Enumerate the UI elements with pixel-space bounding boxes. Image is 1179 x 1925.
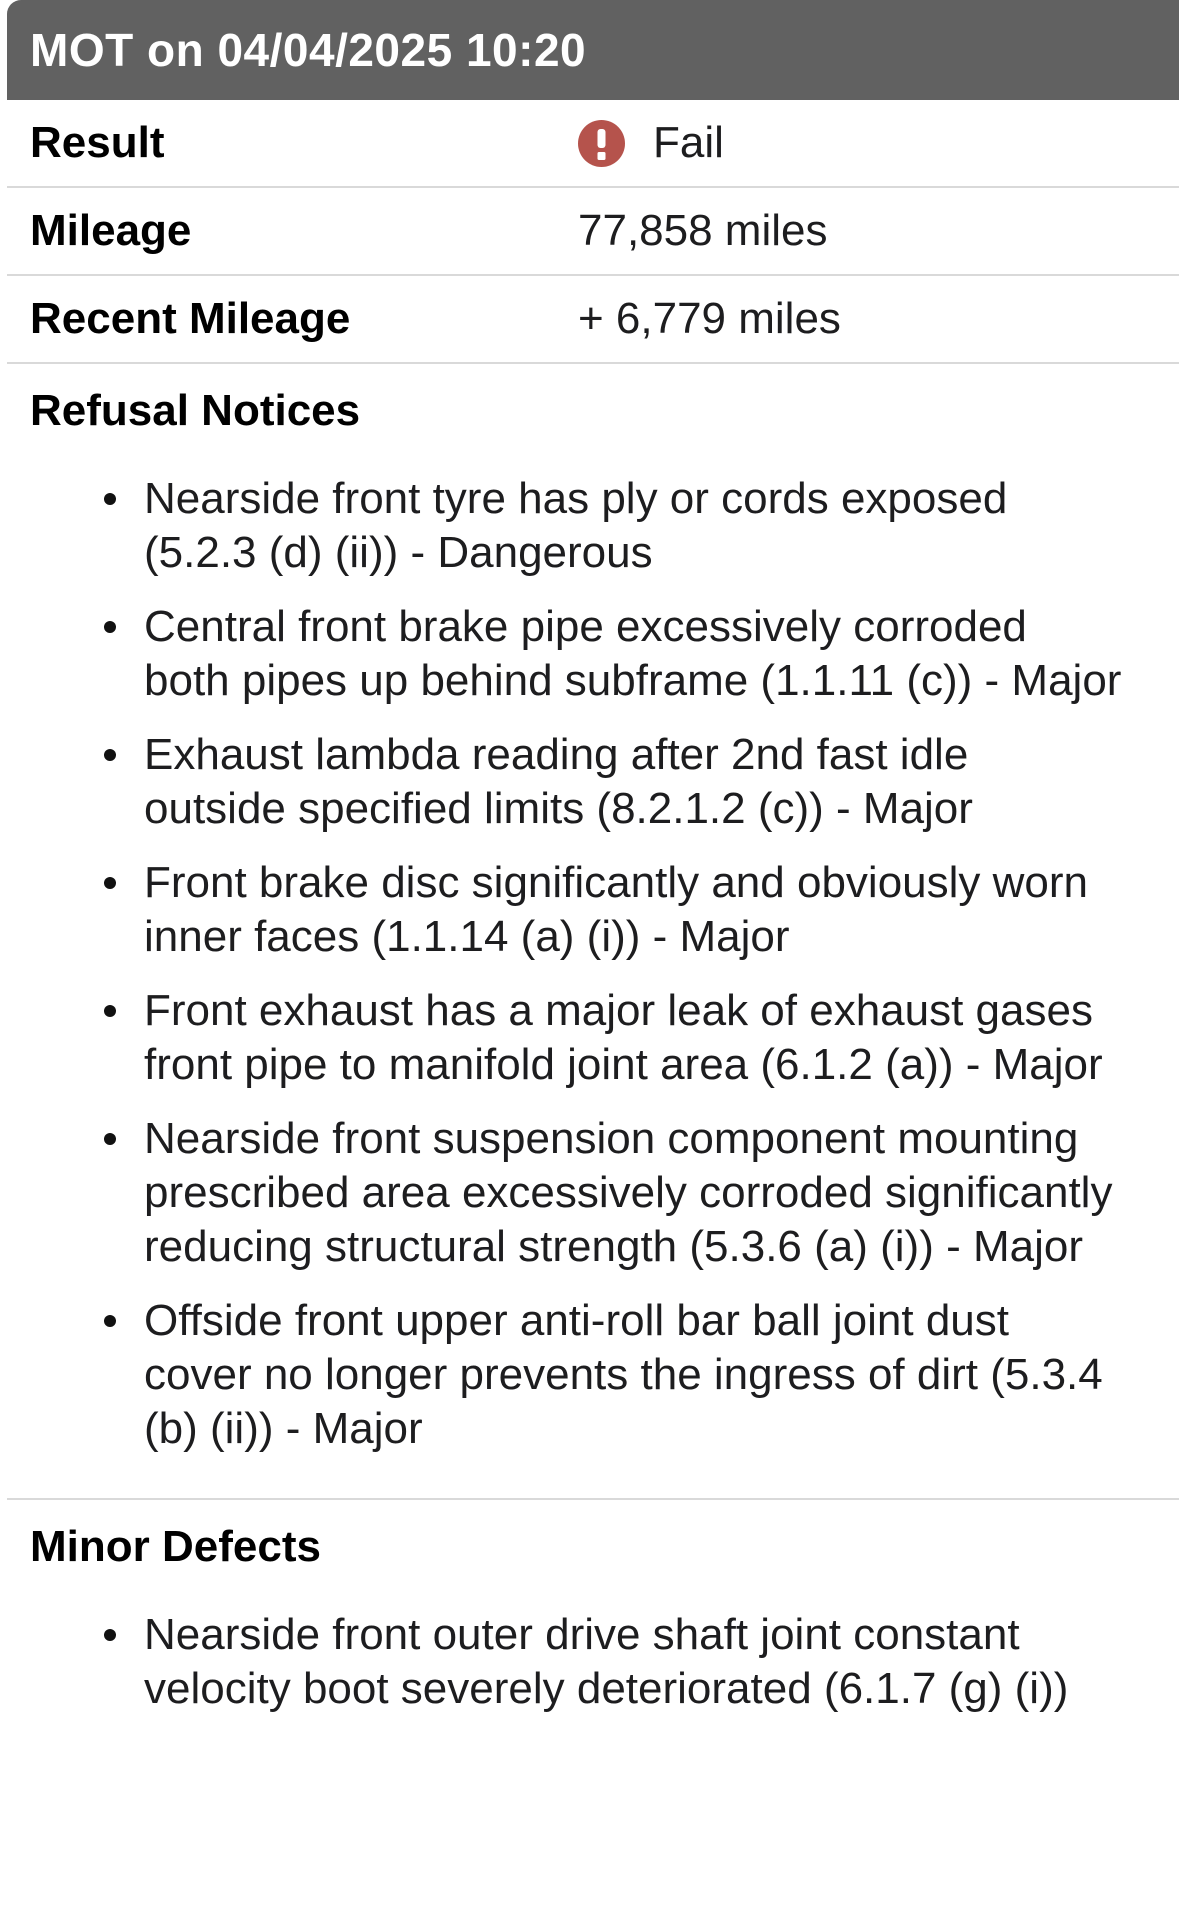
mileage-row — [7, 188, 1179, 276]
mileage-value: 77,858 miles — [578, 206, 828, 255]
refusal-notice-text: Nearside front tyre has ply or cords exposed (5.2.3 (d) (ii)) - Dangerous — [144, 474, 1008, 577]
mileage-label: Mileage — [30, 206, 192, 255]
refusal-notice-text: Offside front upper anti-roll bar ball joint dust cover no longer prevents the ingress of dirt (5.3.4 (b) (ii)) - Major — [144, 1296, 1103, 1453]
refusal-notice-item — [144, 600, 1122, 708]
result-value-text: Fail — [653, 118, 724, 167]
bullet-icon — [104, 749, 116, 761]
bullet-icon — [104, 877, 116, 889]
refusal-notices-heading: Refusal Notices — [30, 386, 361, 435]
minor-defect-item — [144, 1608, 1122, 1716]
recent-mileage-label: Recent Mileage — [30, 294, 351, 343]
minor-defects-list — [7, 1608, 1179, 1716]
recent-mileage-row — [7, 276, 1179, 364]
recent-mileage-value: + 6,779 miles — [578, 294, 841, 343]
mot-header-bar[interactable] — [7, 0, 1179, 100]
bullet-icon — [104, 1133, 116, 1145]
refusal-notice-text: Central front brake pipe excessively corroded both pipes up behind subframe (1.1.11 (c)) - Major — [144, 602, 1122, 705]
result-label: Result — [30, 118, 165, 167]
bullet-icon — [104, 493, 116, 505]
refusal-notice-text: Front exhaust has a major leak of exhaust gases front pipe to manifold joint area (6.1.2 (a)) - Major — [144, 986, 1103, 1089]
bullet-icon — [104, 1005, 116, 1017]
refusal-notice-item — [144, 856, 1122, 964]
refusal-notice-item — [144, 728, 1122, 836]
result-value — [578, 118, 724, 168]
mot-header-title: MOT on 04/04/2025 10:20 — [30, 24, 587, 76]
refusal-notice-item — [144, 1294, 1122, 1456]
refusal-notices-section — [7, 364, 1179, 1500]
bullet-icon — [104, 1629, 116, 1641]
minor-defect-text: Nearside front outer drive shaft joint constant velocity boot severely deteriorated (6.1.7 (g) (i)) — [144, 1610, 1069, 1713]
refusal-notice-text: Exhaust lambda reading after 2nd fast idle outside specified limits (8.2.1.2 (c)) - Major — [144, 730, 973, 833]
refusal-notice-text: Nearside front suspension component mounting prescribed area excessively corroded significantly reducing structural strength (5.3.6 (a) (i)) - Major — [144, 1114, 1113, 1271]
minor-defects-section — [7, 1500, 1179, 1758]
fail-exclamation-icon — [578, 120, 625, 167]
minor-defects-heading: Minor Defects — [30, 1522, 321, 1571]
refusal-notices-list — [7, 472, 1179, 1456]
refusal-notice-text: Front brake disc significantly and obviously worn inner faces (1.1.14 (a) (i)) - Major — [144, 858, 1089, 961]
bullet-icon — [104, 1315, 116, 1327]
mot-record-card — [7, 0, 1179, 1758]
refusal-notice-item — [144, 472, 1122, 580]
bullet-icon — [104, 621, 116, 633]
refusal-notice-item — [144, 984, 1122, 1092]
refusal-notice-item — [144, 1112, 1122, 1274]
result-row — [7, 100, 1179, 188]
